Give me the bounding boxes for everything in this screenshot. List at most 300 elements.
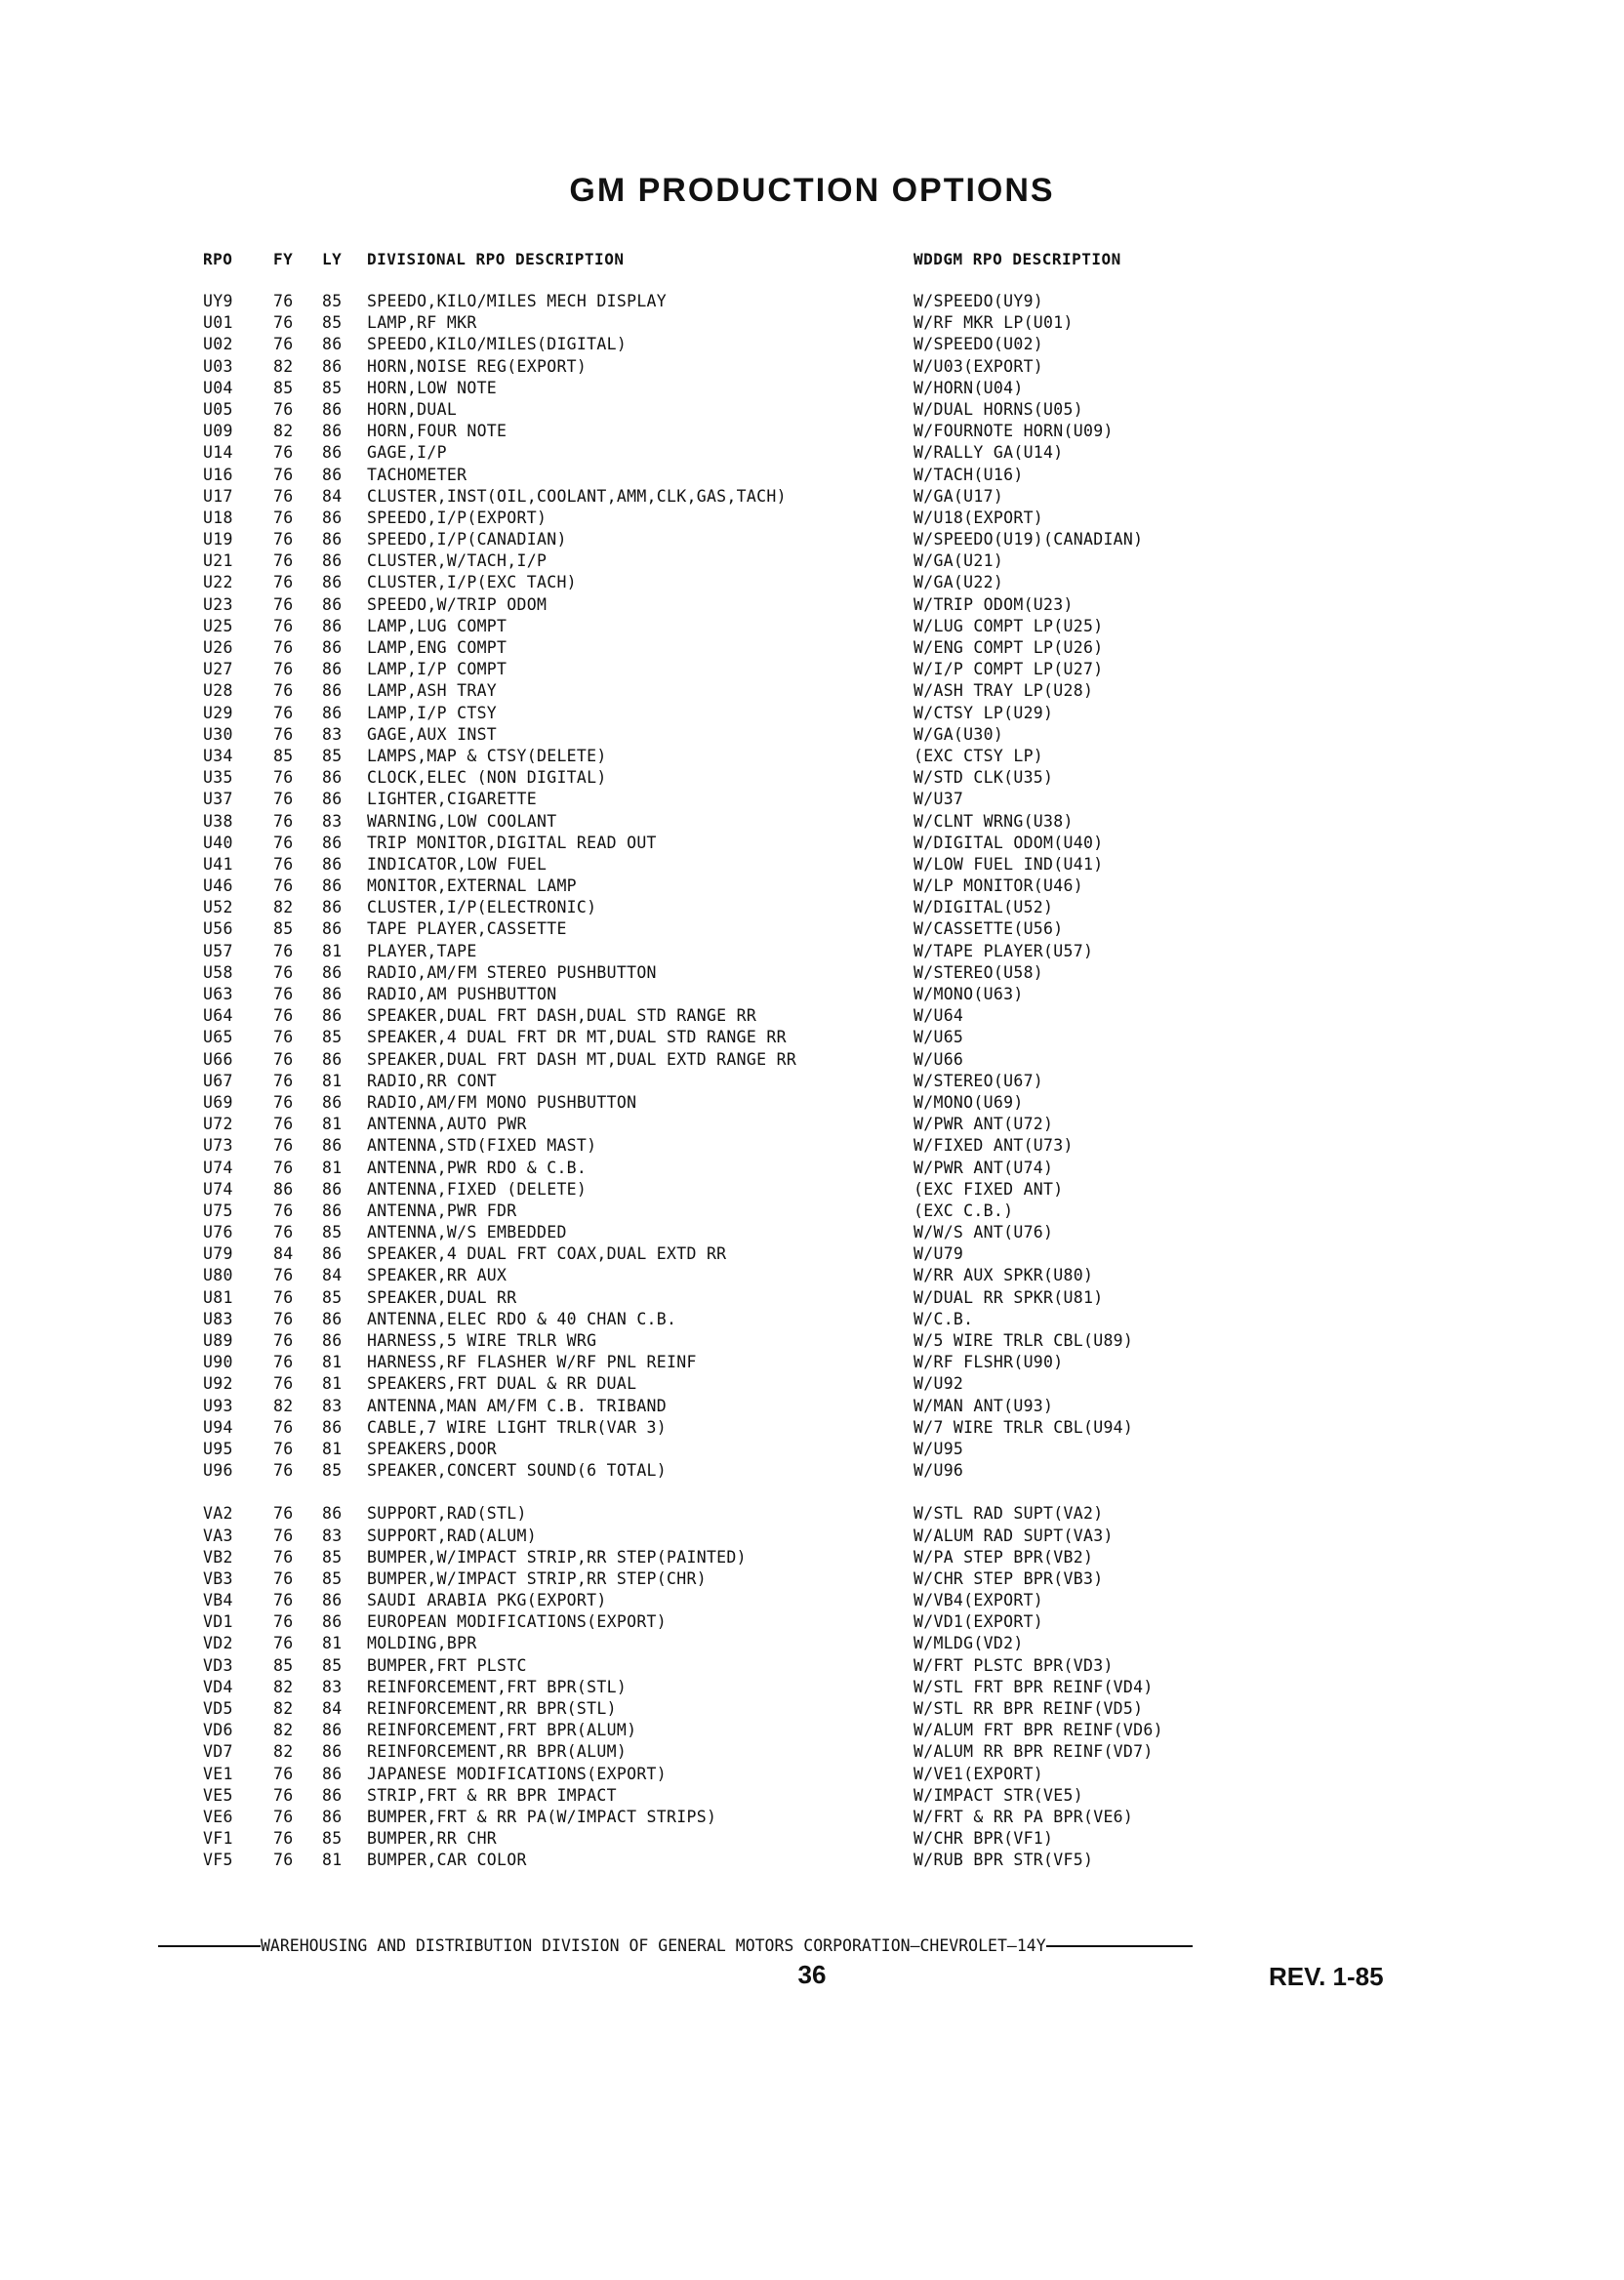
last-year: 81 xyxy=(322,1851,343,1870)
last-year: 86 xyxy=(322,1309,343,1328)
last-year: 85 xyxy=(322,292,343,310)
divisional-description: JAPANESE MODIFICATIONS(EXPORT) xyxy=(367,1764,668,1783)
wddgm-description: W/GA(U21) xyxy=(914,551,1004,571)
table-row xyxy=(0,1027,1624,1048)
footer-text: WAREHOUSING AND DISTRIBUTION DIVISION OF GENERAL MOTORS CORPORATION—CHEVROLET—14Y xyxy=(261,1936,1046,1955)
last-year: 86 xyxy=(322,876,343,896)
divisional-description: CLUSTER,I/P(ELECTRONIC) xyxy=(367,898,597,917)
rpo-code: U38 xyxy=(203,811,233,831)
wddgm-description: W/VD1(EXPORT) xyxy=(914,1612,1044,1632)
last-year: 84 xyxy=(322,1266,343,1285)
table-row xyxy=(0,746,1624,767)
table-row xyxy=(0,465,1624,486)
table-row xyxy=(0,1590,1624,1611)
rpo-code: U03 xyxy=(203,356,233,376)
table-row xyxy=(0,291,1624,312)
last-year: 85 xyxy=(322,313,343,333)
first-year: 76 xyxy=(273,1526,294,1545)
divisional-description: REINFORCEMENT,FRT BPR(STL) xyxy=(367,1677,628,1696)
wddgm-description: W/SPEEDO(U02) xyxy=(914,335,1044,354)
first-year: 76 xyxy=(273,1028,294,1047)
table-row xyxy=(0,897,1624,918)
divisional-description: ANTENNA,W/S EMBEDDED xyxy=(367,1223,567,1242)
last-year: 86 xyxy=(322,335,343,354)
first-year: 76 xyxy=(273,1115,294,1134)
last-year: 85 xyxy=(322,1223,343,1242)
divisional-description: SPEAKER,DUAL RR xyxy=(367,1287,517,1307)
wddgm-description: W/ASH TRAY LP(U28) xyxy=(914,681,1094,701)
first-year: 82 xyxy=(273,1721,294,1740)
divisional-description: SPEAKER,DUAL FRT DASH MT,DUAL EXTD RANGE RR xyxy=(367,1049,797,1069)
rpo-code: U76 xyxy=(203,1223,233,1242)
first-year: 76 xyxy=(273,1439,294,1458)
last-year: 85 xyxy=(322,1287,343,1307)
wddgm-description: W/W/S ANT(U76) xyxy=(914,1223,1054,1242)
wddgm-description: W/CHR STEP BPR(VB3) xyxy=(914,1568,1104,1588)
rpo-code: U02 xyxy=(203,335,233,354)
rpo-code: U65 xyxy=(203,1028,233,1047)
rpo-code: U73 xyxy=(203,1136,233,1156)
last-year: 85 xyxy=(322,378,343,397)
wddgm-description: W/U92 xyxy=(914,1374,964,1394)
first-year: 76 xyxy=(273,638,294,657)
table-row xyxy=(0,1828,1624,1850)
divisional-description: ANTENNA,PWR RDO & C.B. xyxy=(367,1158,588,1177)
last-year: 81 xyxy=(322,1634,343,1653)
last-year: 86 xyxy=(322,768,343,788)
first-year: 85 xyxy=(273,746,294,765)
table-row xyxy=(0,1785,1624,1807)
page-title: GM PRODUCTION OPTIONS xyxy=(569,172,1055,209)
divisional-description: MOLDING,BPR xyxy=(367,1634,477,1653)
first-year: 82 xyxy=(273,422,294,441)
divisional-description: SPEAKERS,DOOR xyxy=(367,1439,498,1458)
last-year: 86 xyxy=(322,1742,343,1762)
table-row xyxy=(0,1633,1624,1654)
last-year: 84 xyxy=(322,1699,343,1718)
divisional-description: BUMPER,FRT PLSTC xyxy=(367,1655,527,1675)
last-year: 86 xyxy=(322,573,343,592)
wddgm-description: W/U18(EXPORT) xyxy=(914,508,1044,527)
rpo-code: U74 xyxy=(203,1158,233,1177)
table-row xyxy=(0,334,1624,355)
rpo-code: VE6 xyxy=(203,1807,233,1826)
divisional-description: CLUSTER,INST(OIL,COOLANT,AMM,CLK,GAS,TACH) xyxy=(367,486,787,506)
divisional-description: SPEAKER,4 DUAL FRT DR MT,DUAL STD RANGE RR xyxy=(367,1028,787,1047)
first-year: 76 xyxy=(273,1417,294,1437)
table-row xyxy=(0,1049,1624,1071)
rpo-code: U80 xyxy=(203,1266,233,1285)
divisional-description: EUROPEAN MODIFICATIONS(EXPORT) xyxy=(367,1612,668,1632)
last-year: 81 xyxy=(322,1439,343,1458)
rpo-code: VD1 xyxy=(203,1612,233,1632)
divisional-description: BUMPER,CAR COLOR xyxy=(367,1851,527,1870)
divisional-description: TRIP MONITOR,DIGITAL READ OUT xyxy=(367,833,657,852)
wddgm-description: W/U66 xyxy=(914,1049,964,1069)
rpo-code: U35 xyxy=(203,768,233,788)
wddgm-description: W/C.B. xyxy=(914,1309,974,1328)
first-year: 85 xyxy=(273,378,294,397)
table-row xyxy=(0,1568,1624,1590)
wddgm-description: W/STEREO(U58) xyxy=(914,962,1044,982)
table-row xyxy=(0,1265,1624,1286)
wddgm-description: W/5 WIRE TRLR CBL(U89) xyxy=(914,1331,1134,1350)
divisional-description: BUMPER,RR CHR xyxy=(367,1829,498,1849)
first-year: 82 xyxy=(273,356,294,376)
divisional-description: CABLE,7 WIRE LIGHT TRLR(VAR 3) xyxy=(367,1417,668,1437)
last-year: 86 xyxy=(322,616,343,635)
first-year: 76 xyxy=(273,1568,294,1588)
wddgm-description: W/RF FLSHR(U90) xyxy=(914,1353,1064,1372)
table-row xyxy=(0,1807,1624,1828)
table-row xyxy=(0,1764,1624,1785)
last-year: 86 xyxy=(322,1612,343,1632)
table-row xyxy=(0,1655,1624,1677)
first-year: 76 xyxy=(273,399,294,419)
rpo-code: U41 xyxy=(203,854,233,874)
divisional-description: TAPE PLAYER,CASSETTE xyxy=(367,919,567,939)
rpo-code: VD4 xyxy=(203,1677,233,1696)
last-year: 81 xyxy=(322,1353,343,1372)
first-year: 76 xyxy=(273,854,294,874)
rpo-code: U25 xyxy=(203,616,233,635)
divisional-description: SPEEDO,KILO/MILES MECH DISPLAY xyxy=(367,292,668,310)
last-year: 85 xyxy=(322,1568,343,1588)
rpo-code: VD5 xyxy=(203,1699,233,1718)
divisional-description: BUMPER,FRT & RR PA(W/IMPACT STRIPS) xyxy=(367,1807,717,1826)
last-year: 86 xyxy=(322,1721,343,1740)
wddgm-description: W/SPEEDO(U19)(CANADIAN) xyxy=(914,530,1144,550)
rpo-code: U34 xyxy=(203,746,233,765)
first-year: 76 xyxy=(273,985,294,1003)
divisional-description: RADIO,AM/FM STEREO PUSHBUTTON xyxy=(367,962,657,982)
wddgm-description: W/PWR ANT(U72) xyxy=(914,1115,1054,1134)
table-row xyxy=(0,1352,1624,1373)
first-year: 85 xyxy=(273,1655,294,1675)
table-row xyxy=(0,637,1624,659)
wddgm-description: W/ALUM RAD SUPT(VA3) xyxy=(914,1526,1114,1545)
first-year: 76 xyxy=(273,1223,294,1242)
table-row xyxy=(0,984,1624,1005)
last-year: 86 xyxy=(322,1785,343,1805)
last-year: 86 xyxy=(322,1764,343,1783)
last-year: 85 xyxy=(322,1829,343,1849)
wddgm-description: W/FRT PLSTC BPR(VD3) xyxy=(914,1655,1114,1675)
wddgm-description: W/U96 xyxy=(914,1461,964,1481)
page-number: 36 xyxy=(797,1960,827,1989)
divisional-description: GAGE,AUX INST xyxy=(367,724,498,744)
divisional-description: SPEAKER,RR AUX xyxy=(367,1266,508,1285)
rpo-code: VD7 xyxy=(203,1742,233,1762)
divisional-description: LIGHTER,CIGARETTE xyxy=(367,790,537,809)
table-row xyxy=(0,854,1624,875)
first-year: 86 xyxy=(273,1179,294,1199)
wddgm-description: W/LOW FUEL IND(U41) xyxy=(914,854,1104,874)
rpo-code: U96 xyxy=(203,1461,233,1481)
first-year: 76 xyxy=(273,1591,294,1610)
wddgm-description: W/RF MKR LP(U01) xyxy=(914,313,1074,333)
last-year: 86 xyxy=(322,1807,343,1826)
wddgm-description: W/GA(U22) xyxy=(914,573,1004,592)
last-year: 86 xyxy=(322,1049,343,1069)
table-row xyxy=(0,811,1624,833)
last-year: 83 xyxy=(322,1677,343,1696)
first-year: 76 xyxy=(273,1287,294,1307)
wddgm-description: (EXC CTSY LP) xyxy=(914,746,1044,765)
rpo-code: VF5 xyxy=(203,1851,233,1870)
first-year: 76 xyxy=(273,1092,294,1112)
first-year: 82 xyxy=(273,1699,294,1718)
rpo-code: U16 xyxy=(203,465,233,484)
last-year: 86 xyxy=(322,985,343,1003)
footer-rule-left xyxy=(158,1945,261,1947)
divisional-description: ANTENNA,ELEC RDO & 40 CHAN C.B. xyxy=(367,1309,677,1328)
last-year: 86 xyxy=(322,1417,343,1437)
rpo-code: U30 xyxy=(203,724,233,744)
rpo-code: U75 xyxy=(203,1201,233,1220)
table-row xyxy=(0,1222,1624,1243)
wddgm-description: W/SPEEDO(UY9) xyxy=(914,292,1044,310)
rpo-code: VA3 xyxy=(203,1526,233,1545)
first-year: 76 xyxy=(273,594,294,614)
wddgm-description: W/MONO(U69) xyxy=(914,1092,1024,1112)
table-row xyxy=(0,442,1624,464)
header-ly: LY xyxy=(322,250,343,268)
divisional-description: ANTENNA,FIXED (DELETE) xyxy=(367,1179,588,1199)
last-year: 86 xyxy=(322,1179,343,1199)
wddgm-description: W/DIGITAL(U52) xyxy=(914,898,1054,917)
rpo-code: U17 xyxy=(203,486,233,506)
last-year: 86 xyxy=(322,833,343,852)
divisional-description: BUMPER,W/IMPACT STRIP,RR STEP(PAINTED) xyxy=(367,1547,747,1567)
table-row xyxy=(0,594,1624,616)
first-year: 76 xyxy=(273,1309,294,1328)
divisional-description: LAMP,I/P COMPT xyxy=(367,660,508,679)
table-row xyxy=(0,486,1624,508)
divisional-description: ANTENNA,PWR FDR xyxy=(367,1201,517,1220)
first-year: 76 xyxy=(273,508,294,527)
first-year: 76 xyxy=(273,768,294,788)
divisional-description: ANTENNA,MAN AM/FM C.B. TRIBAND xyxy=(367,1396,668,1415)
rpo-code: VF1 xyxy=(203,1829,233,1849)
table-row xyxy=(0,1503,1624,1525)
rpo-code: U26 xyxy=(203,638,233,657)
table-row xyxy=(0,1330,1624,1352)
rpo-code: U18 xyxy=(203,508,233,527)
first-year: 76 xyxy=(273,1201,294,1220)
divisional-description: CLUSTER,W/TACH,I/P xyxy=(367,551,548,571)
last-year: 86 xyxy=(322,399,343,419)
table-row xyxy=(0,1396,1624,1417)
rpo-code: U28 xyxy=(203,681,233,701)
table-row xyxy=(0,962,1624,984)
first-year: 76 xyxy=(273,551,294,571)
divisional-description: PLAYER,TAPE xyxy=(367,941,477,960)
table-row xyxy=(0,1460,1624,1482)
last-year: 86 xyxy=(322,854,343,874)
last-year: 83 xyxy=(322,1396,343,1415)
first-year: 84 xyxy=(273,1244,294,1264)
wddgm-description: W/U65 xyxy=(914,1028,964,1047)
last-year: 86 xyxy=(322,1244,343,1264)
last-year: 85 xyxy=(322,746,343,765)
wddgm-description: W/I/P COMPT LP(U27) xyxy=(914,660,1104,679)
first-year: 76 xyxy=(273,1829,294,1849)
rpo-code: U19 xyxy=(203,530,233,550)
table-row xyxy=(0,1547,1624,1568)
divisional-description: HORN,DUAL xyxy=(367,399,458,419)
wddgm-description: W/CTSY LP(U29) xyxy=(914,703,1054,722)
wddgm-description: W/ENG COMPT LP(U26) xyxy=(914,638,1104,657)
divisional-description: SPEAKER,CONCERT SOUND(6 TOTAL) xyxy=(367,1461,668,1481)
last-year: 86 xyxy=(322,443,343,463)
rpo-code: U21 xyxy=(203,551,233,571)
first-year: 76 xyxy=(273,1136,294,1156)
wddgm-description: W/TAPE PLAYER(U57) xyxy=(914,941,1094,960)
wddgm-description: W/HORN(U04) xyxy=(914,378,1024,397)
rpo-code: U23 xyxy=(203,594,233,614)
first-year: 76 xyxy=(273,573,294,592)
rpo-code: U29 xyxy=(203,703,233,722)
last-year: 81 xyxy=(322,1158,343,1177)
first-year: 76 xyxy=(273,530,294,550)
divisional-description: LAMPS,MAP & CTSY(DELETE) xyxy=(367,746,607,765)
table-row xyxy=(0,767,1624,789)
first-year: 76 xyxy=(273,876,294,896)
table-row xyxy=(0,1677,1624,1698)
last-year: 86 xyxy=(322,1092,343,1112)
table-row xyxy=(0,1092,1624,1114)
rpo-code: U09 xyxy=(203,422,233,441)
wddgm-description: (EXC FIXED ANT) xyxy=(914,1179,1064,1199)
rpo-code: U81 xyxy=(203,1287,233,1307)
divisional-description: STRIP,FRT & RR BPR IMPACT xyxy=(367,1785,617,1805)
last-year: 86 xyxy=(322,681,343,701)
table-row xyxy=(0,1135,1624,1157)
first-year: 82 xyxy=(273,1396,294,1415)
wddgm-description: W/IMPACT STR(VE5) xyxy=(914,1785,1083,1805)
first-year: 82 xyxy=(273,898,294,917)
first-year: 76 xyxy=(273,660,294,679)
footer-rule-right xyxy=(1046,1945,1193,1947)
rpo-code: VB3 xyxy=(203,1568,233,1588)
last-year: 85 xyxy=(322,1461,343,1481)
divisional-description: GAGE,I/P xyxy=(367,443,447,463)
divisional-description: SPEAKER,DUAL FRT DASH,DUAL STD RANGE RR xyxy=(367,1006,757,1026)
table-row xyxy=(0,312,1624,334)
header-divisional-description: DIVISIONAL RPO DESCRIPTION xyxy=(367,250,625,268)
rpo-code: U79 xyxy=(203,1244,233,1264)
last-year: 86 xyxy=(322,356,343,376)
divisional-description: SAUDI ARABIA PKG(EXPORT) xyxy=(367,1591,607,1610)
wddgm-description: W/DUAL HORNS(U05) xyxy=(914,399,1083,419)
divisional-description: LAMP,RF MKR xyxy=(367,313,477,333)
first-year: 76 xyxy=(273,292,294,310)
divisional-description: REINFORCEMENT,RR BPR(ALUM) xyxy=(367,1742,628,1762)
table-row xyxy=(0,421,1624,442)
table-row xyxy=(0,1720,1624,1741)
table-row xyxy=(0,1071,1624,1092)
last-year: 86 xyxy=(322,465,343,484)
wddgm-description: W/RALLY GA(U14) xyxy=(914,443,1064,463)
table-row xyxy=(0,789,1624,810)
table-row xyxy=(0,1005,1624,1027)
first-year: 76 xyxy=(273,1612,294,1632)
options-table xyxy=(0,291,1624,1872)
divisional-description: REINFORCEMENT,RR BPR(STL) xyxy=(367,1699,617,1718)
table-row xyxy=(0,875,1624,897)
rpo-code: U89 xyxy=(203,1331,233,1350)
divisional-description: RADIO,RR CONT xyxy=(367,1071,498,1090)
table-row xyxy=(0,833,1624,854)
table-row xyxy=(0,1850,1624,1871)
divisional-description: LAMP,ENG COMPT xyxy=(367,638,508,657)
divisional-description: TACHOMETER xyxy=(367,465,467,484)
table-row xyxy=(0,1179,1624,1201)
first-year: 76 xyxy=(273,1851,294,1870)
last-year: 83 xyxy=(322,811,343,831)
first-year: 76 xyxy=(273,941,294,960)
table-row xyxy=(0,550,1624,572)
rpo-code: U27 xyxy=(203,660,233,679)
rpo-code: U83 xyxy=(203,1309,233,1328)
first-year: 76 xyxy=(273,1266,294,1285)
wddgm-description: W/U95 xyxy=(914,1439,964,1458)
first-year: 82 xyxy=(273,1742,294,1762)
first-year: 76 xyxy=(273,681,294,701)
table-row xyxy=(0,1114,1624,1135)
wddgm-description: W/STL RAD SUPT(VA2) xyxy=(914,1504,1104,1524)
wddgm-description: W/STEREO(U67) xyxy=(914,1071,1044,1090)
table-row xyxy=(0,1309,1624,1330)
divisional-description: RADIO,AM PUSHBUTTON xyxy=(367,985,557,1003)
table-row xyxy=(0,378,1624,399)
rpo-code: U37 xyxy=(203,790,233,809)
last-year: 85 xyxy=(322,1028,343,1047)
wddgm-description: W/MAN ANT(U93) xyxy=(914,1396,1054,1415)
divisional-description: INDICATOR,LOW FUEL xyxy=(367,854,548,874)
divisional-description: SPEEDO,I/P(EXPORT) xyxy=(367,508,548,527)
first-year: 76 xyxy=(273,1331,294,1350)
divisional-description: ANTENNA,AUTO PWR xyxy=(367,1115,527,1134)
divisional-description: HORN,NOISE REG(EXPORT) xyxy=(367,356,588,376)
wddgm-description: W/LUG COMPT LP(U25) xyxy=(914,616,1104,635)
last-year: 86 xyxy=(322,1591,343,1610)
table-row xyxy=(0,724,1624,746)
rpo-code: U22 xyxy=(203,573,233,592)
rpo-code: U94 xyxy=(203,1417,233,1437)
last-year: 86 xyxy=(322,1136,343,1156)
first-year: 76 xyxy=(273,833,294,852)
first-year: 76 xyxy=(273,465,294,484)
header-wddgm-description: WDDGM RPO DESCRIPTION xyxy=(914,250,1121,268)
rpo-code: U01 xyxy=(203,313,233,333)
divisional-description: LAMP,LUG COMPT xyxy=(367,616,508,635)
wddgm-description: W/U64 xyxy=(914,1006,964,1026)
divisional-description: SPEAKERS,FRT DUAL & RR DUAL xyxy=(367,1374,637,1394)
last-year: 85 xyxy=(322,1547,343,1567)
rpo-code: U72 xyxy=(203,1115,233,1134)
last-year: 86 xyxy=(322,703,343,722)
last-year: 86 xyxy=(322,898,343,917)
footer xyxy=(158,1936,1378,1955)
wddgm-description: W/LP MONITOR(U46) xyxy=(914,876,1083,896)
table-row xyxy=(0,1158,1624,1179)
divisional-description: SPEEDO,I/P(CANADIAN) xyxy=(367,530,567,550)
rpo-code: U04 xyxy=(203,378,233,397)
last-year: 81 xyxy=(322,1071,343,1090)
wddgm-description: W/VE1(EXPORT) xyxy=(914,1764,1044,1783)
